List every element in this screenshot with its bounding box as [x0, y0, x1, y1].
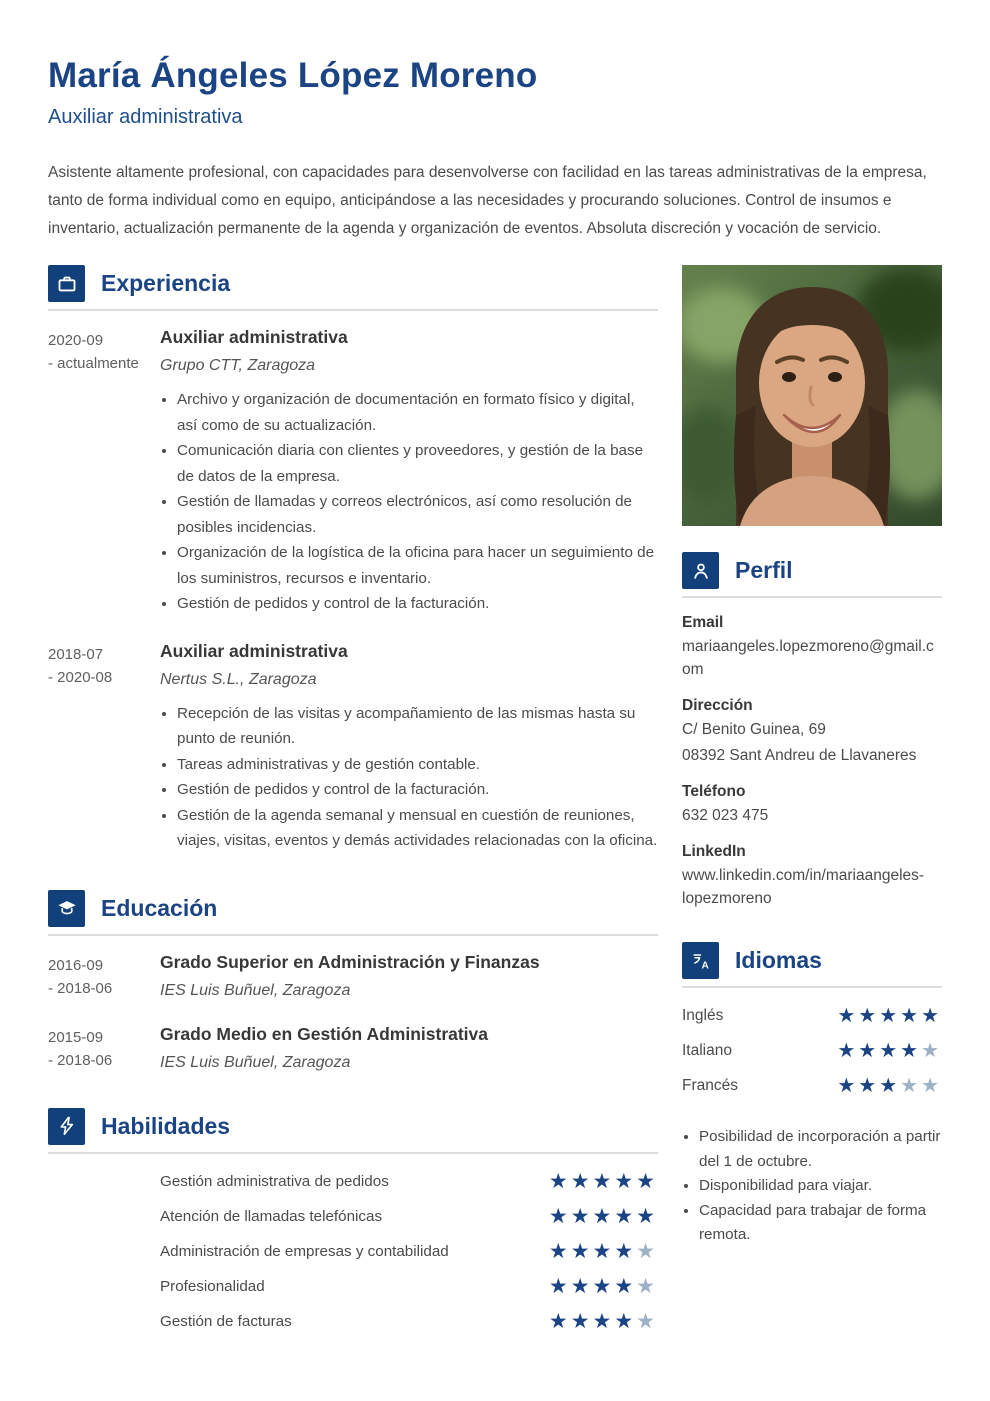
star-filled-icon: ★: [921, 1004, 942, 1027]
job-bullet: • Tareas administrativas y de gestión contable.: [177, 752, 658, 778]
education-entry-body: [160, 1024, 658, 1072]
main-column: [48, 265, 658, 1339]
star-filled-icon: ★: [858, 1074, 880, 1097]
star-filled-icon: ★: [548, 1204, 571, 1228]
star-empty-icon: ★: [636, 1274, 658, 1298]
star-empty-icon: ★: [921, 1039, 942, 1062]
skills-section-header: [48, 1108, 658, 1154]
skill-label: Profesionalidad: [160, 1277, 265, 1295]
star-filled-icon: ★: [592, 1169, 615, 1193]
star-filled-icon: ★: [548, 1274, 571, 1298]
job-bullet: • Gestión de llamadas y correos electrónicos, así como resolución de posibles incidencias.: [177, 489, 658, 540]
star-filled-icon: ★: [592, 1204, 615, 1228]
star-filled-icon: ★: [636, 1169, 658, 1193]
language-row: [682, 1068, 942, 1103]
star-filled-icon: ★: [570, 1274, 593, 1298]
skill-row: [160, 1164, 658, 1199]
education-entry: [48, 952, 658, 1000]
star-filled-icon: ★: [879, 1004, 901, 1027]
experience-dates: 2018-07 - 2020-08: [48, 645, 113, 686]
graduation-cap-icon: [48, 890, 85, 927]
profile-section-header: [682, 552, 942, 598]
star-filled-icon: ★: [548, 1309, 571, 1333]
education-dates: 2016-09 - 2018-06: [48, 956, 113, 997]
job-bullet: • Gestión de la agenda semanal y mensual en cuestión de reuniones, viajes, visitas, eventos y demás actividades relacionadas con la oficina.: [177, 803, 658, 854]
availability-note: • Disponibilidad para viajar.: [699, 1174, 942, 1199]
star-filled-icon: ★: [548, 1169, 571, 1193]
skill-rating-stars: [549, 1171, 658, 1192]
email-value: mariaangeles.lopezmoreno@gmail.com: [682, 638, 934, 678]
languages-section-title: Idiomas: [735, 947, 822, 973]
star-filled-icon: ★: [548, 1239, 571, 1263]
lightning-icon: [48, 1108, 85, 1145]
translate-icon: [682, 942, 719, 979]
skill-row: [160, 1304, 658, 1339]
experience-entry-body: [160, 641, 658, 854]
job-title: Auxiliar administrativa: [48, 106, 243, 128]
star-filled-icon: ★: [570, 1204, 593, 1228]
language-row: [682, 998, 942, 1033]
profile-field-linkedin: LinkedIn www.linkedin.com/in/mariaangeles-lopezmoreno: [682, 843, 942, 910]
education-entry: [48, 1024, 658, 1072]
education-section: [48, 890, 658, 1072]
phone-value: 632 023 475: [682, 807, 769, 824]
job-bullet: • Recepción de las visitas y acompañamiento de las mismas hasta su punto de reunión.: [177, 701, 658, 752]
star-filled-icon: ★: [614, 1309, 637, 1333]
experience-entry: [48, 641, 658, 854]
language-rating-stars: [837, 1076, 942, 1096]
svg-text:A: A: [700, 959, 709, 971]
profile-field-email: Email mariaangeles.lopezmoreno@gmail.com: [682, 614, 942, 681]
experience-section-title: Experiencia: [101, 270, 231, 296]
job-bullet: • Organización de la logística de la oficina para hacer un seguimiento de los suministros, recursos e inventario.: [177, 540, 658, 591]
profile-photo: [682, 265, 942, 526]
skill-rating-stars: [549, 1241, 658, 1262]
availability-notes: [682, 1125, 942, 1248]
experience-section: [48, 265, 658, 854]
star-empty-icon: ★: [636, 1239, 658, 1263]
star-filled-icon: ★: [837, 1039, 859, 1062]
star-filled-icon: ★: [858, 1039, 880, 1062]
star-filled-icon: ★: [900, 1039, 922, 1062]
experience-section-header: [48, 265, 658, 311]
language-row: [682, 1033, 942, 1068]
experience-dates: 2020-09 - actualmente: [48, 332, 139, 372]
job-bullet: • Gestión de pedidos y control de la facturación.: [177, 591, 658, 617]
star-filled-icon: ★: [614, 1169, 637, 1193]
star-filled-icon: ★: [900, 1004, 922, 1027]
skill-label: Gestión de facturas: [160, 1312, 292, 1330]
star-empty-icon: ★: [900, 1074, 922, 1097]
star-filled-icon: ★: [837, 1004, 859, 1027]
star-filled-icon: ★: [837, 1074, 859, 1097]
content-columns: [48, 265, 942, 1339]
experience-entry-body: [160, 327, 658, 617]
job-bullet: • Gestión de pedidos y control de la facturación.: [177, 777, 658, 803]
experience-entry: [48, 327, 658, 617]
briefcase-icon: [48, 265, 85, 302]
school-name: IES Luis Buñuel, Zaragoza: [160, 1053, 351, 1071]
star-filled-icon: ★: [570, 1309, 593, 1333]
languages-section: [682, 942, 942, 1103]
school-name: IES Luis Buñuel, Zaragoza: [160, 981, 351, 999]
star-filled-icon: ★: [858, 1004, 880, 1027]
job-company: Grupo CTT, Zaragoza: [160, 357, 316, 374]
profile-field-address: Dirección C/ Benito Guinea, 69 08392 Sant Andreu de Llavaneres: [682, 697, 942, 767]
star-empty-icon: ★: [921, 1074, 942, 1097]
job-bullet-list: [160, 387, 658, 617]
skill-rating-stars: [549, 1276, 658, 1297]
job-company: Nertus S.L., Zaragoza: [160, 670, 317, 688]
star-filled-icon: ★: [879, 1074, 901, 1097]
sidebar-column: [682, 265, 942, 1339]
profile-section: [682, 552, 942, 910]
star-filled-icon: ★: [592, 1274, 615, 1298]
job-bullet: • Archivo y organización de documentación en formato físico y digital, así como de su actualización.: [177, 387, 658, 438]
language-label: Inglés: [682, 1006, 724, 1024]
education-section-title: Educación: [101, 894, 218, 921]
star-filled-icon: ★: [614, 1274, 637, 1298]
availability-note: • Capacidad para trabajar de forma remota.: [699, 1199, 942, 1248]
star-empty-icon: ★: [636, 1309, 658, 1333]
skills-section: [48, 1108, 658, 1339]
star-filled-icon: ★: [570, 1239, 593, 1263]
star-filled-icon: ★: [614, 1239, 637, 1263]
language-list: [682, 998, 942, 1103]
availability-note: • Posibilidad de incorporación a partir del 1 de octubre.: [699, 1125, 942, 1174]
skill-label: Administración de empresas y contabilidad: [160, 1242, 449, 1260]
skill-row: [160, 1199, 658, 1234]
linkedin-value: www.linkedin.com/in/mariaangeles-lopezmoreno: [682, 867, 925, 907]
profile-field-phone: Teléfono 632 023 475: [682, 783, 942, 827]
address-line: 08392 Sant Andreu de Llavaneres: [682, 747, 917, 764]
page-title: María Ángeles López Moreno: [48, 56, 538, 95]
education-entry-body: [160, 952, 658, 1000]
education-dates: 2015-09 - 2018-06: [48, 1028, 113, 1069]
star-filled-icon: ★: [614, 1204, 637, 1228]
star-filled-icon: ★: [592, 1239, 615, 1263]
skill-rating-stars: [549, 1311, 658, 1332]
language-rating-stars: [837, 1041, 942, 1061]
languages-section-header: [682, 942, 942, 988]
star-filled-icon: ★: [879, 1039, 901, 1062]
profile-section-title: Perfil: [735, 557, 793, 583]
language-label: Italiano: [682, 1041, 732, 1059]
language-rating-stars: [837, 1006, 942, 1026]
star-filled-icon: ★: [592, 1309, 615, 1333]
education-section-header: [48, 890, 658, 936]
job-position: Auxiliar administrativa: [160, 327, 348, 347]
skill-label: Atención de llamadas telefónicas: [160, 1207, 383, 1225]
job-bullet-list: [160, 701, 658, 854]
degree-title: Grado Medio en Gestión Administrativa: [160, 1023, 489, 1044]
degree-title: Grado Superior en Administración y Finanzas: [160, 951, 540, 972]
language-label: Francés: [682, 1076, 738, 1094]
skill-list: [160, 1164, 658, 1339]
job-position: Auxiliar administrativa: [160, 640, 348, 661]
address-line: C/ Benito Guinea, 69: [682, 721, 826, 738]
skill-rating-stars: [549, 1206, 658, 1227]
resume-header: [48, 56, 942, 243]
skill-row: [160, 1234, 658, 1269]
star-filled-icon: ★: [570, 1169, 593, 1193]
summary-paragraph: Asistente altamente profesional, con capacidades para desenvolverse con facilidad en las tareas administrativas de la empresa, tanto de forma individual como en equipo, anticipándose a las necesidades y procurando soluciones. Control de insumos e inventario, actualización permanente de la agenda y organización de eventos. Absoluta discreción y vocación de servicio.: [48, 164, 927, 237]
skill-label: Gestión administrativa de pedidos: [160, 1172, 389, 1190]
star-filled-icon: ★: [636, 1204, 658, 1228]
job-bullet: • Comunicación diaria con clientes y proveedores, y gestión de la base de datos de la empresa.: [177, 438, 658, 489]
person-icon: [682, 552, 719, 589]
skill-row: [160, 1269, 658, 1304]
skills-section-title: Habilidades: [101, 1112, 231, 1139]
